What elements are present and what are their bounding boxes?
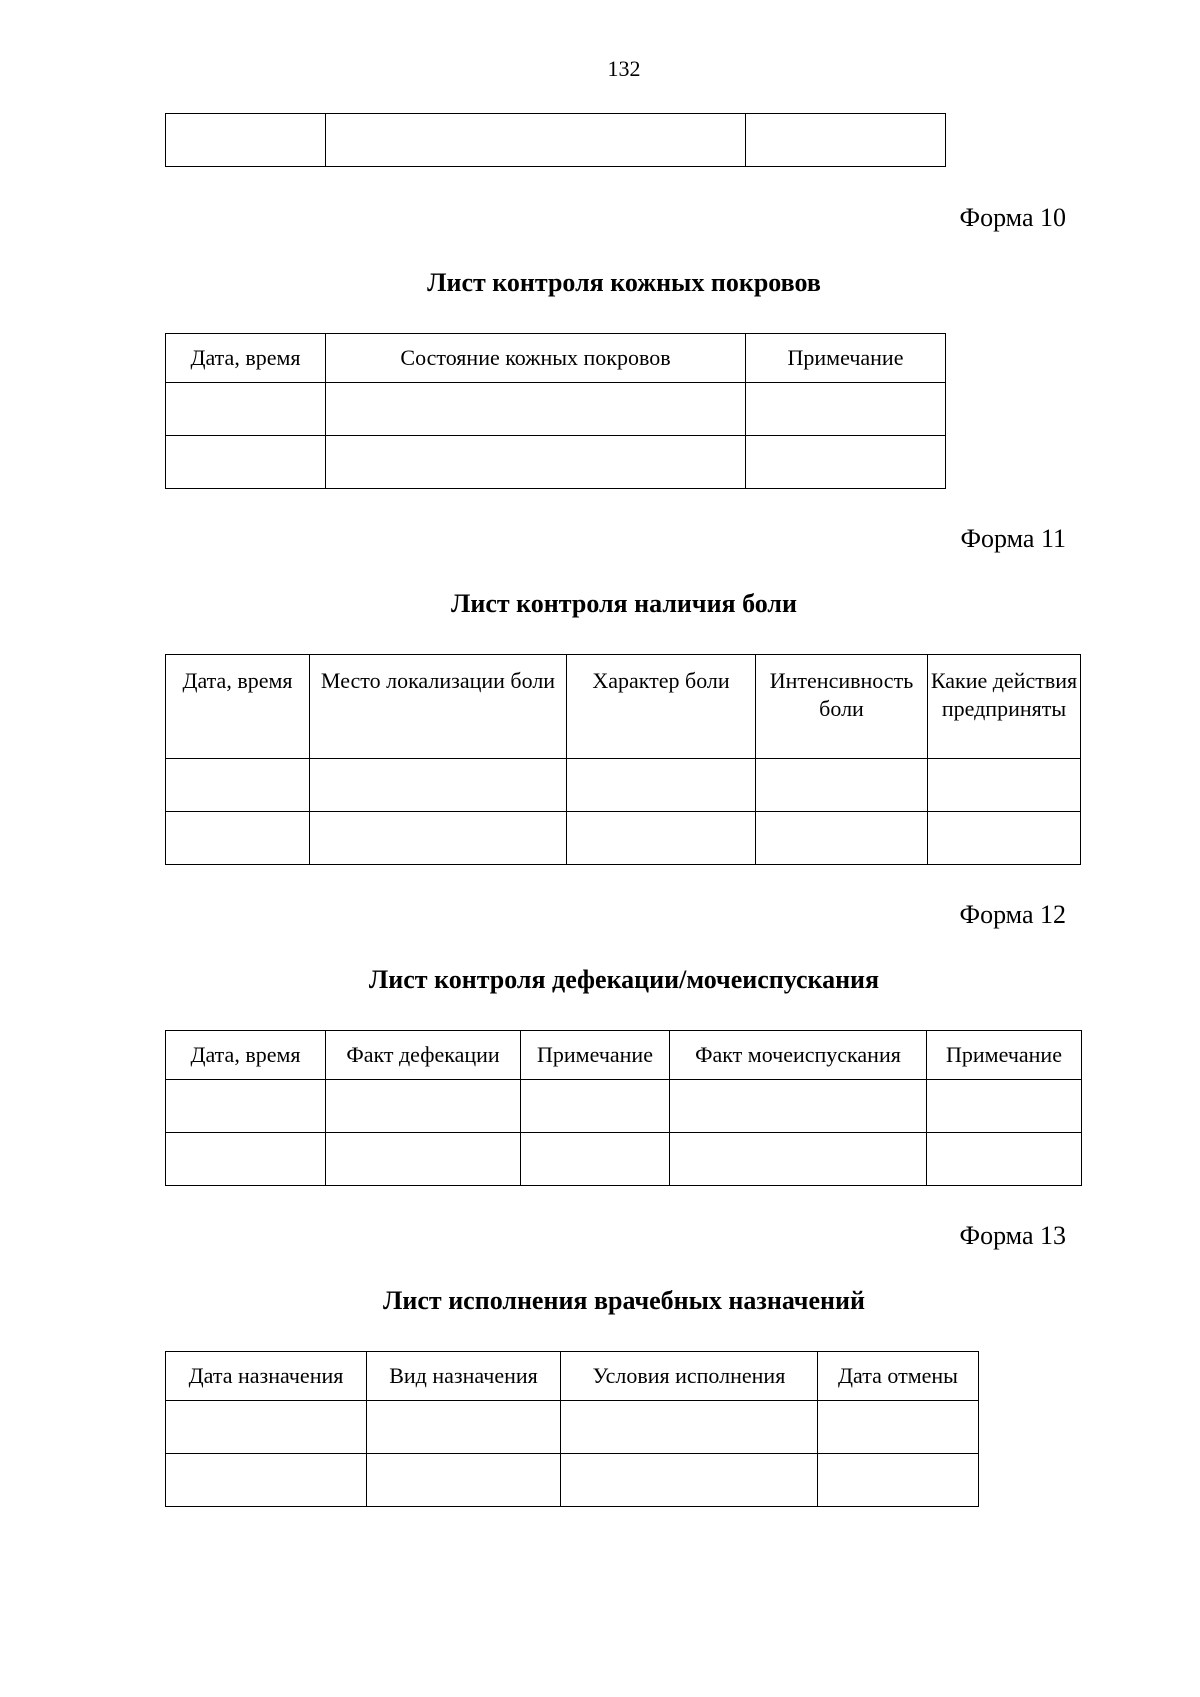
table-cell — [927, 1133, 1082, 1186]
table-header-row — [166, 1352, 979, 1401]
column-header: Дата отмены — [818, 1352, 979, 1401]
table-cell — [746, 114, 946, 167]
table-cell — [521, 1133, 670, 1186]
column-header: Дата, время — [166, 655, 310, 759]
table-cell — [326, 1133, 521, 1186]
table-row — [166, 1080, 1082, 1133]
table-cell — [166, 1454, 367, 1507]
table-row — [166, 436, 946, 489]
table-cell — [818, 1401, 979, 1454]
table-cell — [166, 1133, 326, 1186]
form-11-label: Форма 11 — [960, 524, 1066, 553]
column-header: Дата, время — [166, 334, 326, 383]
column-header: Характер боли — [567, 655, 756, 759]
table-cell — [166, 812, 310, 865]
table-cell — [670, 1133, 927, 1186]
table-cell — [567, 759, 756, 812]
table-header-row — [166, 334, 946, 383]
form-13-title: Лист исполнения врачебных назначений — [383, 1286, 865, 1315]
table-cell — [310, 812, 567, 865]
column-header: Примечание — [521, 1031, 670, 1080]
column-header: Вид назначения — [367, 1352, 561, 1401]
table-cell — [756, 759, 928, 812]
table-cell — [818, 1454, 979, 1507]
table-cell — [166, 383, 326, 436]
table-cell — [928, 812, 1081, 865]
table-header-row — [166, 655, 1081, 759]
column-header: Условия исполнения — [561, 1352, 818, 1401]
column-header: Факт дефекации — [326, 1031, 521, 1080]
table-cell — [326, 1080, 521, 1133]
column-header: Дата, время — [166, 1031, 326, 1080]
form-13-label: Форма 13 — [959, 1221, 1066, 1250]
table-row — [166, 812, 1081, 865]
form-12-title: Лист контроля дефекации/мочеиспускания — [368, 965, 880, 994]
table-row — [166, 1401, 979, 1454]
table-cell — [561, 1454, 818, 1507]
table-cell — [746, 383, 946, 436]
table-cell — [326, 436, 746, 489]
table-cell — [310, 759, 567, 812]
table-cell — [326, 383, 746, 436]
table-cell — [521, 1080, 670, 1133]
table-row — [166, 1454, 979, 1507]
table-cell — [166, 1080, 326, 1133]
pain-control-table — [165, 654, 1081, 865]
column-header: Дата назначения — [166, 1352, 367, 1401]
table-cell — [928, 759, 1081, 812]
table-cell — [567, 812, 756, 865]
column-header: Интенсивность боли — [756, 655, 928, 759]
column-header: Факт мочеиспускания — [670, 1031, 927, 1080]
table-header-row — [166, 1031, 1082, 1080]
table-cell — [756, 812, 928, 865]
form-11-title: Лист контроля наличия боли — [450, 589, 797, 618]
table-row — [166, 114, 946, 167]
table-cell — [927, 1080, 1082, 1133]
column-header: Состояние кожных покровов — [326, 334, 746, 383]
table-row — [166, 383, 946, 436]
column-header: Какие действия предприняты — [928, 655, 1081, 759]
table-cell — [670, 1080, 927, 1133]
page-number: 132 — [607, 56, 641, 81]
table-cell — [166, 1401, 367, 1454]
column-header: Примечание — [927, 1031, 1082, 1080]
prescriptions-table — [165, 1351, 979, 1507]
table-cell — [561, 1401, 818, 1454]
column-header: Примечание — [746, 334, 946, 383]
carryover-table — [165, 113, 946, 167]
skin-control-table — [165, 333, 946, 489]
column-header: Место локализации боли — [310, 655, 567, 759]
table-cell — [166, 759, 310, 812]
table-cell — [326, 114, 746, 167]
form-10-title: Лист контроля кожных покровов — [427, 268, 821, 297]
table-cell — [746, 436, 946, 489]
defecation-control-table — [165, 1030, 1082, 1186]
form-10-label: Форма 10 — [959, 203, 1066, 232]
table-row — [166, 759, 1081, 812]
table-cell — [367, 1454, 561, 1507]
form-12-label: Форма 12 — [959, 900, 1066, 929]
table-cell — [166, 436, 326, 489]
table-cell — [367, 1401, 561, 1454]
table-row — [166, 1133, 1082, 1186]
table-cell — [166, 114, 326, 167]
